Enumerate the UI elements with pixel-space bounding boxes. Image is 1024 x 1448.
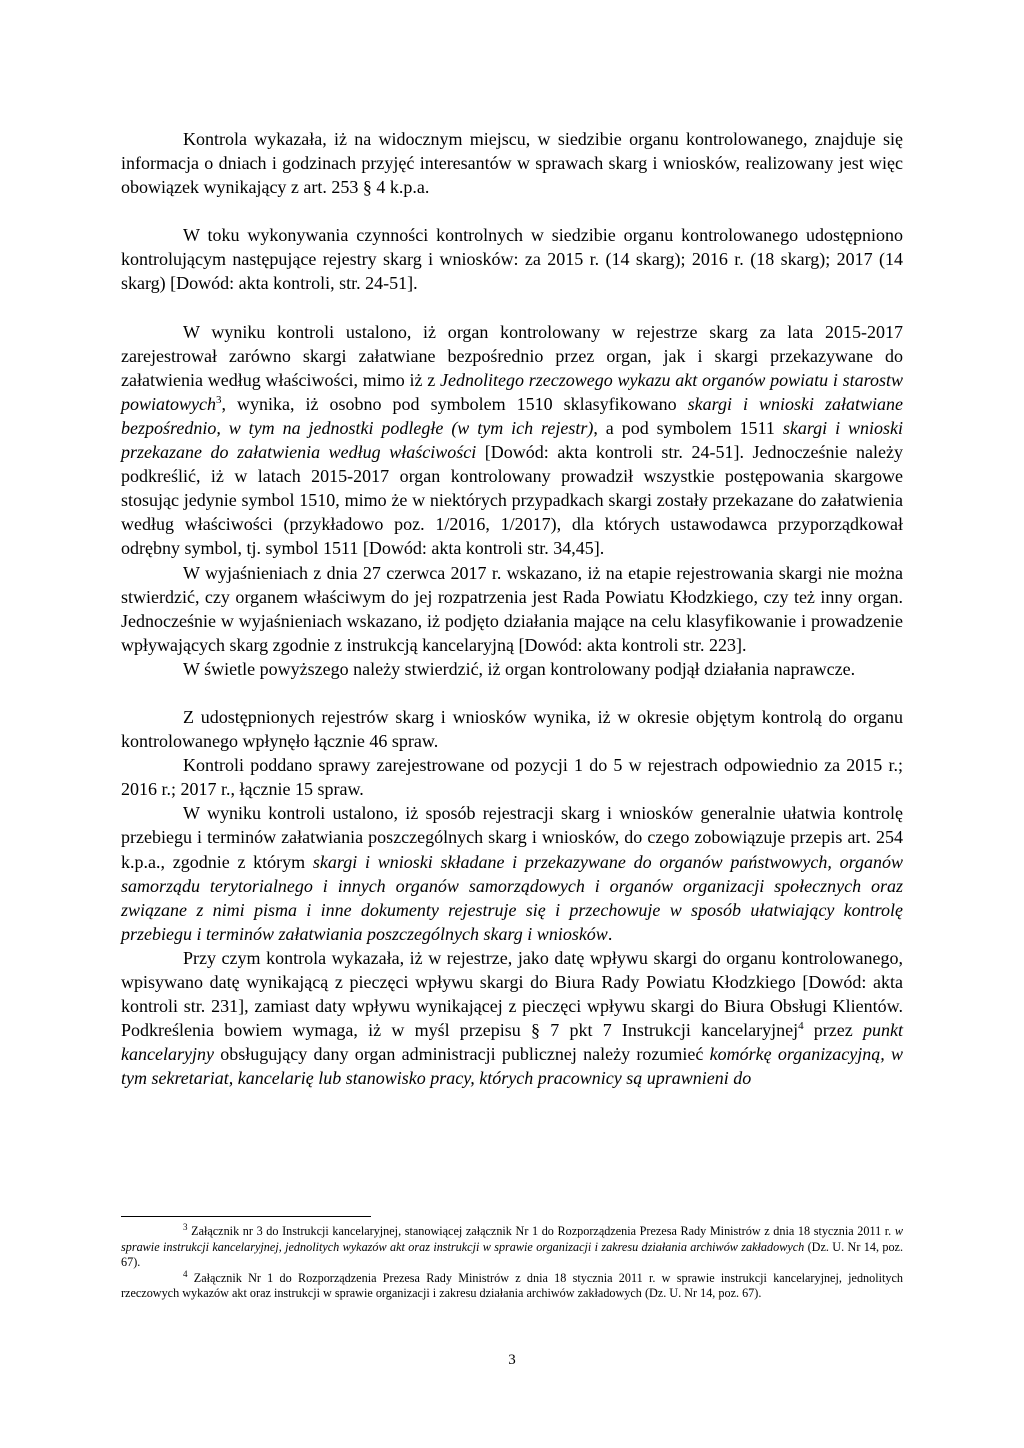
text-run: W wyjaśnieniach z dnia 27 czerwca 2017 r. wskazano, iż na etapie rejestrowania skargi nie można stwierdzić, czy organem właściwym do jej rozpatrzenia jest Rada Powiatu Kłodzkiego, czy też inny organ. Jednocześnie w wyjaśnieniach wskazano, iż podjęto działania mające na celu klasyfikowanie i prowadzenie wpływających skarg zgodnie z instrukcją kancelaryjną [Dowód: akta kontroli str. 223]. bbox=[121, 562, 903, 655]
italic-text: skargi i wnioski załatwiane bezpośrednio, w tym na jednostki podległe (w tym ich rejestr) bbox=[121, 393, 903, 438]
text-run: Przy czym kontrola wykazała, iż w rejestrze, jako datę wpływu skargi do organu kontrolowanego, wpisywano datę wynikającą z pieczęci wpływu skargi do Biura Rady Powiatu Kłodzkiego [Dowód: akta kontroli str. 231], zamiast daty wpływu wynikającej z pieczęci wpływu skargi do Biura Obsługi Klientów. Podkreślenia bowiem wymaga, iż w myśl przepisu § 7 pkt 7 Instrukcji kancelaryjnej bbox=[121, 947, 903, 1041]
text-run: przez bbox=[803, 1020, 863, 1041]
italic-text: w sprawie instrukcji kancelaryjnej, jednolitych wykazów akt oraz instrukcji w sprawie organizacji i zakresu działania archiwów zakładowych bbox=[121, 1224, 903, 1254]
italic-text: punkt kancelaryjny bbox=[121, 1020, 903, 1065]
text-run: Kontroli poddano sprawy zarejestrowane od pozycji 1 do 5 w rejestrach odpowiednio za 2015 r.; 2016 r.; 2017 r., łącznie 15 spraw. bbox=[121, 755, 903, 800]
italic-text: komórkę organizacyjną, w tym sekretariat, kancelarię lub stanowisko pracy, których pracownicy są uprawnieni do bbox=[121, 1044, 903, 1089]
italic-text: Jednolitego rzeczowego wykazu akt organów powiatu i starostw powiatowych bbox=[121, 369, 903, 414]
text-run: Załącznik nr 3 do Instrukcji kancelaryjnej, stanowiącej załącznik Nr 1 do Rozporządzenia Prezesa Rady Ministrów z dnia 18 stycznia 2011 r. bbox=[187, 1224, 895, 1238]
footnote-reference: 3 bbox=[216, 393, 222, 406]
text-run: Z udostępnionych rejestrów skarg i wniosków wynika, iż w okresie objętym kontrolą do organu kontrolowanego wpłynęło łącznie 46 spraw. bbox=[121, 706, 903, 752]
text-run: W wyniku kontroli ustalono, iż organ kontrolowany w rejestrze skarg za lata 2015-2017 zarejestrował zarówno skargi załatwiane bezpośrednio przez organ, jak i skargi przekazywane do załatwienia według właściwości, mimo iż z bbox=[121, 321, 903, 390]
text-run: , wynika, iż osobno pod symbolem 1510 sklasyfikowano bbox=[221, 393, 688, 414]
footnote bbox=[121, 1221, 904, 1271]
italic-text: skargi i wnioski przekazane do załatwienia według właściwości bbox=[121, 417, 904, 463]
text-run: obsługujący dany organ administracji publicznej należy rozumieć bbox=[213, 1044, 710, 1065]
text-run: , a pod symbolem 1511 bbox=[593, 417, 783, 438]
text-run: W wyniku kontroli ustalono, iż sposób rejestracji skarg i wniosków generalnie ułatwia kontrolę przebiegu i terminów załatwiania poszczególnych skarg i wniosków, do czego zobowiązuje przepis art. 254 k.p.a., zgodnie z którym bbox=[121, 803, 903, 872]
text-run: Załącznik Nr 1 do Rozporządzenia Prezesa Rady Ministrów z dnia 18 stycznia 2011 r. w sprawie instrukcji kancelaryjnej, jednolitych rzeczowych wykazów akt oraz instrukcji w sprawie organizacji i zakresu działania archiwów zakładowych (Dz. U. Nr 14, poz. 67). bbox=[121, 1270, 903, 1300]
footnote-separator bbox=[121, 1216, 371, 1217]
footnote-reference: 3 bbox=[183, 1221, 188, 1232]
footnote-reference: 4 bbox=[798, 1020, 804, 1033]
paragraph bbox=[121, 127, 903, 199]
footnote-reference: 4 bbox=[183, 1268, 188, 1279]
paragraph bbox=[121, 561, 903, 657]
text-run: W toku wykonywania czynności kontrolnych w siedzibie organu kontrolowanego udostępniono kontrolującym następujące rejestry skarg i wniosków: za 2015 r. (14 skarg); 2016 r. (18 skarg); 2017 (14 skarg) [Dowód: akta kontroli, str. 24-51]. bbox=[121, 225, 903, 294]
text-run: Kontrola wykazała, iż na widocznym miejscu, w siedzibie organu kontrolowanego, znajduje się informacja o dniach i godzinach przyjęć interesantów w sprawach skarg i wniosków, realizowany jest więc obowiązek wynikający z art. 253 § 4 k.p.a. bbox=[121, 129, 903, 198]
paragraph bbox=[121, 657, 903, 681]
page-number: 3 bbox=[508, 1352, 516, 1368]
paragraph bbox=[121, 753, 903, 801]
italic-text: skargi i wnioski składane i przekazywane do organów państwowych, organów samorządu terytorialnego i innych organów samorządowych i organów organizacji społecznych oraz związane z nimi pisma i inne dokumenty rejestruje się i przechowuje w sposób ułatwiający kontrolę przebiegu i terminów załatwiania poszczególnych skarg i wniosków bbox=[121, 851, 903, 944]
text-run: [Dowód: akta kontroli str. 24-51]. Jednocześnie należy podkreślić, iż w latach 2015-2017 organ kontrolowany prowadził wszystkie postępowania skargowe stosując jedynie symbol 1510, mimo że w niektórych przypadkach skargi zostały przekazane do załatwienia według właściwości (przykładowo poz. 1/2016, 1/2017), dla których ustawodawca przyporządkował odrębny symbol, tj. symbol 1511 [Dowód: akta kontroli str. 34,45]. bbox=[121, 442, 903, 559]
text-run: W świetle powyższego należy stwierdzić, iż organ kontrolowany podjął działania naprawcze. bbox=[183, 658, 856, 679]
paragraph bbox=[121, 320, 903, 561]
footnote bbox=[121, 1268, 903, 1302]
text-run: (Dz. U. Nr 14, poz. 67). bbox=[121, 1239, 904, 1269]
body-text bbox=[121, 127, 903, 1090]
paragraph bbox=[121, 705, 903, 753]
text-run: . bbox=[607, 923, 613, 944]
paragraph bbox=[121, 946, 903, 1091]
paragraph bbox=[121, 223, 903, 295]
footnotes bbox=[121, 1221, 904, 1302]
paragraph bbox=[121, 801, 903, 946]
